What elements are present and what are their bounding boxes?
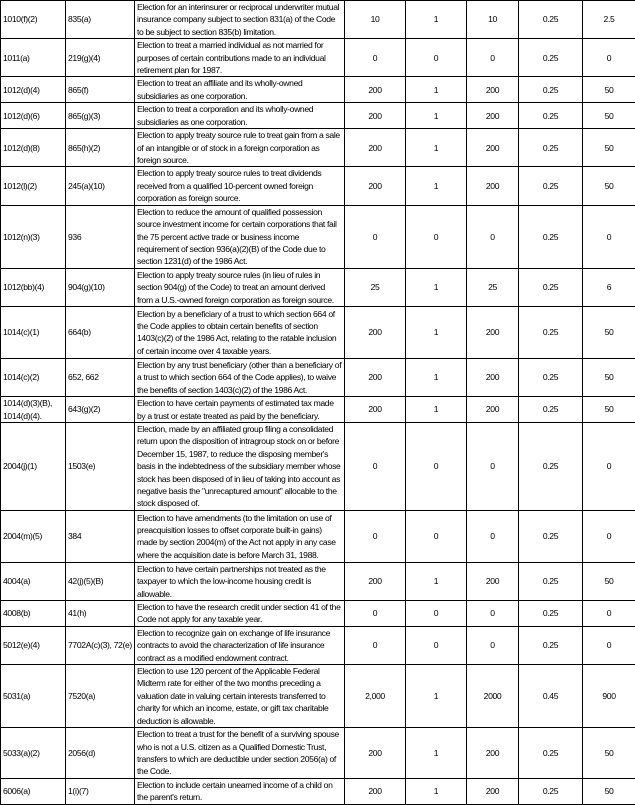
count-cell: 0 bbox=[345, 601, 406, 627]
count-cell: 1 bbox=[406, 268, 467, 306]
count-cell: 0.25 bbox=[519, 358, 583, 396]
table-row bbox=[1, 665, 635, 728]
count-cell: 0.25 bbox=[519, 626, 583, 664]
count-cell: 0 bbox=[406, 626, 467, 664]
table-row bbox=[1, 422, 635, 510]
count-cell: 6 bbox=[583, 268, 635, 306]
count-cell: 50 bbox=[583, 167, 635, 205]
count-cell: 25 bbox=[467, 268, 519, 306]
act-section-cell: 2004(m)(5) bbox=[1, 510, 66, 562]
count-cell: 1 bbox=[406, 562, 467, 600]
count-cell: 200 bbox=[345, 167, 406, 205]
description-cell: Election, made by an affiliated group filing a consolidated return upon the disposition of intragroup stock on or before December 15, 1987, to reduce the disposing member's basis in the indebtedness of the subsidiary member whose stock has been disposed of in lieu of taking into account as negative basis the "unrecaptured amount" allocable to the stock disposed of. bbox=[135, 422, 345, 510]
table-row bbox=[1, 205, 635, 268]
count-cell: 0 bbox=[583, 422, 635, 510]
count-cell: 0 bbox=[406, 39, 467, 77]
count-cell: 1 bbox=[406, 129, 467, 167]
count-cell: 0 bbox=[583, 510, 635, 562]
count-cell: 0.25 bbox=[519, 103, 583, 129]
count-cell: 10 bbox=[345, 1, 406, 39]
code-section-cell: 652, 662 bbox=[66, 358, 135, 396]
count-cell: 200 bbox=[467, 77, 519, 103]
count-cell: 0.25 bbox=[519, 268, 583, 306]
code-section-cell: 41(h) bbox=[66, 601, 135, 627]
count-cell: 50 bbox=[583, 77, 635, 103]
count-cell: 0.25 bbox=[519, 306, 583, 358]
count-cell: 0.25 bbox=[519, 397, 583, 423]
description-cell: Election to use 120 percent of the Applicable Federal Midterm rate for either of the two months preceding a valuation date in valuing certain interests transferred to charity for which an income, estate, or gift tax charitable deduction is allowable. bbox=[135, 665, 345, 728]
count-cell: 200 bbox=[345, 358, 406, 396]
count-cell: 0 bbox=[345, 626, 406, 664]
code-section-cell: 865(g)(3) bbox=[66, 103, 135, 129]
table-row bbox=[1, 129, 635, 167]
count-cell: 200 bbox=[467, 103, 519, 129]
act-section-cell: 5031(a) bbox=[1, 665, 66, 728]
count-cell: 0 bbox=[467, 510, 519, 562]
count-cell: 0.25 bbox=[519, 77, 583, 103]
count-cell: 50 bbox=[583, 778, 635, 804]
count-cell: 0 bbox=[467, 626, 519, 664]
count-cell: 2,000 bbox=[345, 665, 406, 728]
code-section-cell: 7702A(c)(3), 72(e) bbox=[66, 626, 135, 664]
count-cell: 0.25 bbox=[519, 422, 583, 510]
count-cell: 200 bbox=[467, 358, 519, 396]
table-row bbox=[1, 626, 635, 664]
code-section-cell: 643(g)(2) bbox=[66, 397, 135, 423]
count-cell: 0.25 bbox=[519, 601, 583, 627]
count-cell: 200 bbox=[467, 778, 519, 804]
description-cell: Election to have certain payments of estimated tax made by a trust or estate treated as paid by the beneficiary. bbox=[135, 397, 345, 423]
count-cell: 1 bbox=[406, 306, 467, 358]
description-cell: Election to have amendments (to the limitation on use of preacquisition losses to offset corporate built-in gains) made by section 2004(m) of the Act not apply in any case where the acquisition date is before March 31, 1988. bbox=[135, 510, 345, 562]
count-cell: 0.25 bbox=[519, 39, 583, 77]
description-cell: Election to reduce the amount of qualified possession source investment income for certain corporations that fail the 75 percent active trade or business income requirement of section 936(a)(2)(B) of the Code due to section 1231(d) of the 1986 Act. bbox=[135, 205, 345, 268]
count-cell: 0.25 bbox=[519, 778, 583, 804]
count-cell: 50 bbox=[583, 358, 635, 396]
code-section-cell: 384 bbox=[66, 510, 135, 562]
count-cell: 1 bbox=[406, 728, 467, 779]
count-cell: 0 bbox=[583, 601, 635, 627]
act-section-cell: 6006(a) bbox=[1, 778, 66, 804]
act-section-cell: 1014(d)(3)(B), 1014(d)(4). bbox=[1, 397, 66, 423]
table-row bbox=[1, 306, 635, 358]
count-cell: 200 bbox=[467, 167, 519, 205]
code-section-cell: 42(j)(5)(B) bbox=[66, 562, 135, 600]
count-cell: 1 bbox=[406, 103, 467, 129]
description-cell: Election to recognize gain on exchange of life insurance contracts to avoid the characterization of life insurance contract as a modified endowment contract. bbox=[135, 626, 345, 664]
count-cell: 1 bbox=[406, 358, 467, 396]
count-cell: 50 bbox=[583, 103, 635, 129]
description-cell: Election to include certain unearned income of a child on the parent's return. bbox=[135, 778, 345, 804]
description-cell: Election to have the research credit under section 41 of the Code not apply for any taxable year. bbox=[135, 601, 345, 627]
description-cell: Election by a beneficiary of a trust to which section 664 of the Code applies to obtain certain benefits of section 1403(c)(2) of the 1986 Act, relating to the ratable inclusion of certain income over 4 taxable years. bbox=[135, 306, 345, 358]
count-cell: 200 bbox=[467, 397, 519, 423]
act-section-cell: 1012(n)(3) bbox=[1, 205, 66, 268]
count-cell: 2000 bbox=[467, 665, 519, 728]
description-cell: Election to apply treaty source rules (in lieu of rules in section 904(g) of the Code) to treat an amount derived from a U.S.-owned foreign corporation as foreign source. bbox=[135, 268, 345, 306]
act-section-cell: 1012(l)(2) bbox=[1, 167, 66, 205]
count-cell: 0.25 bbox=[519, 167, 583, 205]
count-cell: 200 bbox=[345, 306, 406, 358]
count-cell: 200 bbox=[345, 77, 406, 103]
count-cell: 0 bbox=[467, 39, 519, 77]
act-section-cell: 5033(a)(2) bbox=[1, 728, 66, 779]
code-section-cell: 664(b) bbox=[66, 306, 135, 358]
count-cell: 10 bbox=[467, 1, 519, 39]
description-cell: Election to treat a married individual as not married for purposes of certain contributions made to an individual retirement plan for 1987. bbox=[135, 39, 345, 77]
count-cell: 50 bbox=[583, 562, 635, 600]
table-row bbox=[1, 167, 635, 205]
count-cell: 1 bbox=[406, 1, 467, 39]
act-section-cell: 4004(a) bbox=[1, 562, 66, 600]
count-cell: 0 bbox=[406, 510, 467, 562]
table-row bbox=[1, 1, 635, 39]
code-section-cell: 245(a)(10) bbox=[66, 167, 135, 205]
code-section-cell: 1503(e) bbox=[66, 422, 135, 510]
code-section-cell: 865(f) bbox=[66, 77, 135, 103]
count-cell: 0 bbox=[467, 422, 519, 510]
table-row bbox=[1, 397, 635, 423]
act-section-cell: 1012(d)(6) bbox=[1, 103, 66, 129]
count-cell: 1 bbox=[406, 778, 467, 804]
description-cell: Election to apply treaty source rule to treat gain from a sale of an intangible or of stock in a foreign corporation as foreign source. bbox=[135, 129, 345, 167]
description-cell: Election to have certain partnerships not treated as the taxpayer to which the low-income housing credit is allowable. bbox=[135, 562, 345, 600]
act-section-cell: 5012(e)(4) bbox=[1, 626, 66, 664]
count-cell: 0 bbox=[345, 39, 406, 77]
table-row bbox=[1, 562, 635, 600]
count-cell: 200 bbox=[345, 103, 406, 129]
count-cell: 0 bbox=[345, 205, 406, 268]
code-section-cell: 904(g)(10) bbox=[66, 268, 135, 306]
act-section-cell: 1012(bb)(4) bbox=[1, 268, 66, 306]
count-cell: 0 bbox=[467, 601, 519, 627]
code-section-cell: 219(g)(4) bbox=[66, 39, 135, 77]
code-section-cell: 865(h)(2) bbox=[66, 129, 135, 167]
count-cell: 50 bbox=[583, 306, 635, 358]
code-section-cell: 2056(d) bbox=[66, 728, 135, 779]
count-cell: 0.25 bbox=[519, 205, 583, 268]
table-row bbox=[1, 778, 635, 804]
act-section-cell: 4008(b) bbox=[1, 601, 66, 627]
count-cell: 0.25 bbox=[519, 1, 583, 39]
description-cell: Election to treat an affiliate and its wholly-owned subsidiaries as one corporation. bbox=[135, 77, 345, 103]
table-row bbox=[1, 39, 635, 77]
count-cell: 200 bbox=[467, 728, 519, 779]
count-cell: 0.25 bbox=[519, 129, 583, 167]
count-cell: 2.5 bbox=[583, 1, 635, 39]
count-cell: 200 bbox=[345, 397, 406, 423]
count-cell: 0 bbox=[467, 205, 519, 268]
count-cell: 0.25 bbox=[519, 562, 583, 600]
table-row bbox=[1, 601, 635, 627]
code-section-cell: 7520(a) bbox=[66, 665, 135, 728]
count-cell: 200 bbox=[467, 306, 519, 358]
count-cell: 1 bbox=[406, 397, 467, 423]
code-section-cell: 1(i)(7) bbox=[66, 778, 135, 804]
count-cell: 0 bbox=[583, 205, 635, 268]
code-section-cell: 835(a) bbox=[66, 1, 135, 39]
count-cell: 900 bbox=[583, 665, 635, 728]
count-cell: 0 bbox=[406, 601, 467, 627]
table-row bbox=[1, 268, 635, 306]
count-cell: 1 bbox=[406, 167, 467, 205]
count-cell: 1 bbox=[406, 77, 467, 103]
table-row bbox=[1, 358, 635, 396]
description-cell: Election to treat a trust for the benefit of a surviving spouse who is not a U.S. citizen as a Qualified Domestic Trust, transfers to which are deductible under section 2056(a) of the Code. bbox=[135, 728, 345, 779]
table-row bbox=[1, 103, 635, 129]
count-cell: 0 bbox=[345, 422, 406, 510]
count-cell: 50 bbox=[583, 129, 635, 167]
count-cell: 200 bbox=[345, 562, 406, 600]
act-section-cell: 1014(c)(1) bbox=[1, 306, 66, 358]
act-section-cell: 1012(d)(8) bbox=[1, 129, 66, 167]
table-row bbox=[1, 77, 635, 103]
description-cell: Election to treat a corporation and its wholly-owned subsidiaries as one corporation. bbox=[135, 103, 345, 129]
count-cell: 50 bbox=[583, 728, 635, 779]
count-cell: 0.25 bbox=[519, 510, 583, 562]
table-row bbox=[1, 510, 635, 562]
count-cell: 0.25 bbox=[519, 728, 583, 779]
act-section-cell: 2004(j)(1) bbox=[1, 422, 66, 510]
count-cell: 0 bbox=[583, 39, 635, 77]
count-cell: 200 bbox=[345, 129, 406, 167]
table-row bbox=[1, 728, 635, 779]
count-cell: 200 bbox=[345, 728, 406, 779]
count-cell: 200 bbox=[345, 778, 406, 804]
count-cell: 0.45 bbox=[519, 665, 583, 728]
description-cell: Election for an interinsurer or reciprocal underwriter mutual insurance company subject to section 831(a) of the Code to be subject to section 835(b) limitation. bbox=[135, 1, 345, 39]
act-section-cell: 1012(d)(4) bbox=[1, 77, 66, 103]
act-section-cell: 1011(a) bbox=[1, 39, 66, 77]
count-cell: 0 bbox=[406, 422, 467, 510]
description-cell: Election to apply treaty source rules to treat dividends received from a qualified 10-percent owned foreign corporation as foreign source. bbox=[135, 167, 345, 205]
description-cell: Election by any trust beneficiary (other than a beneficiary of a trust to which section 664 of the Code applies), to waive the benefits of section 1403(c)(2) of the 1986 Act. bbox=[135, 358, 345, 396]
act-section-cell: 1010(f)(2) bbox=[1, 1, 66, 39]
count-cell: 0 bbox=[406, 205, 467, 268]
count-cell: 0 bbox=[583, 626, 635, 664]
count-cell: 50 bbox=[583, 397, 635, 423]
act-section-cell: 1014(c)(2) bbox=[1, 358, 66, 396]
count-cell: 25 bbox=[345, 268, 406, 306]
count-cell: 200 bbox=[467, 562, 519, 600]
count-cell: 0 bbox=[345, 510, 406, 562]
count-cell: 1 bbox=[406, 665, 467, 728]
code-section-cell: 936 bbox=[66, 205, 135, 268]
count-cell: 200 bbox=[467, 129, 519, 167]
